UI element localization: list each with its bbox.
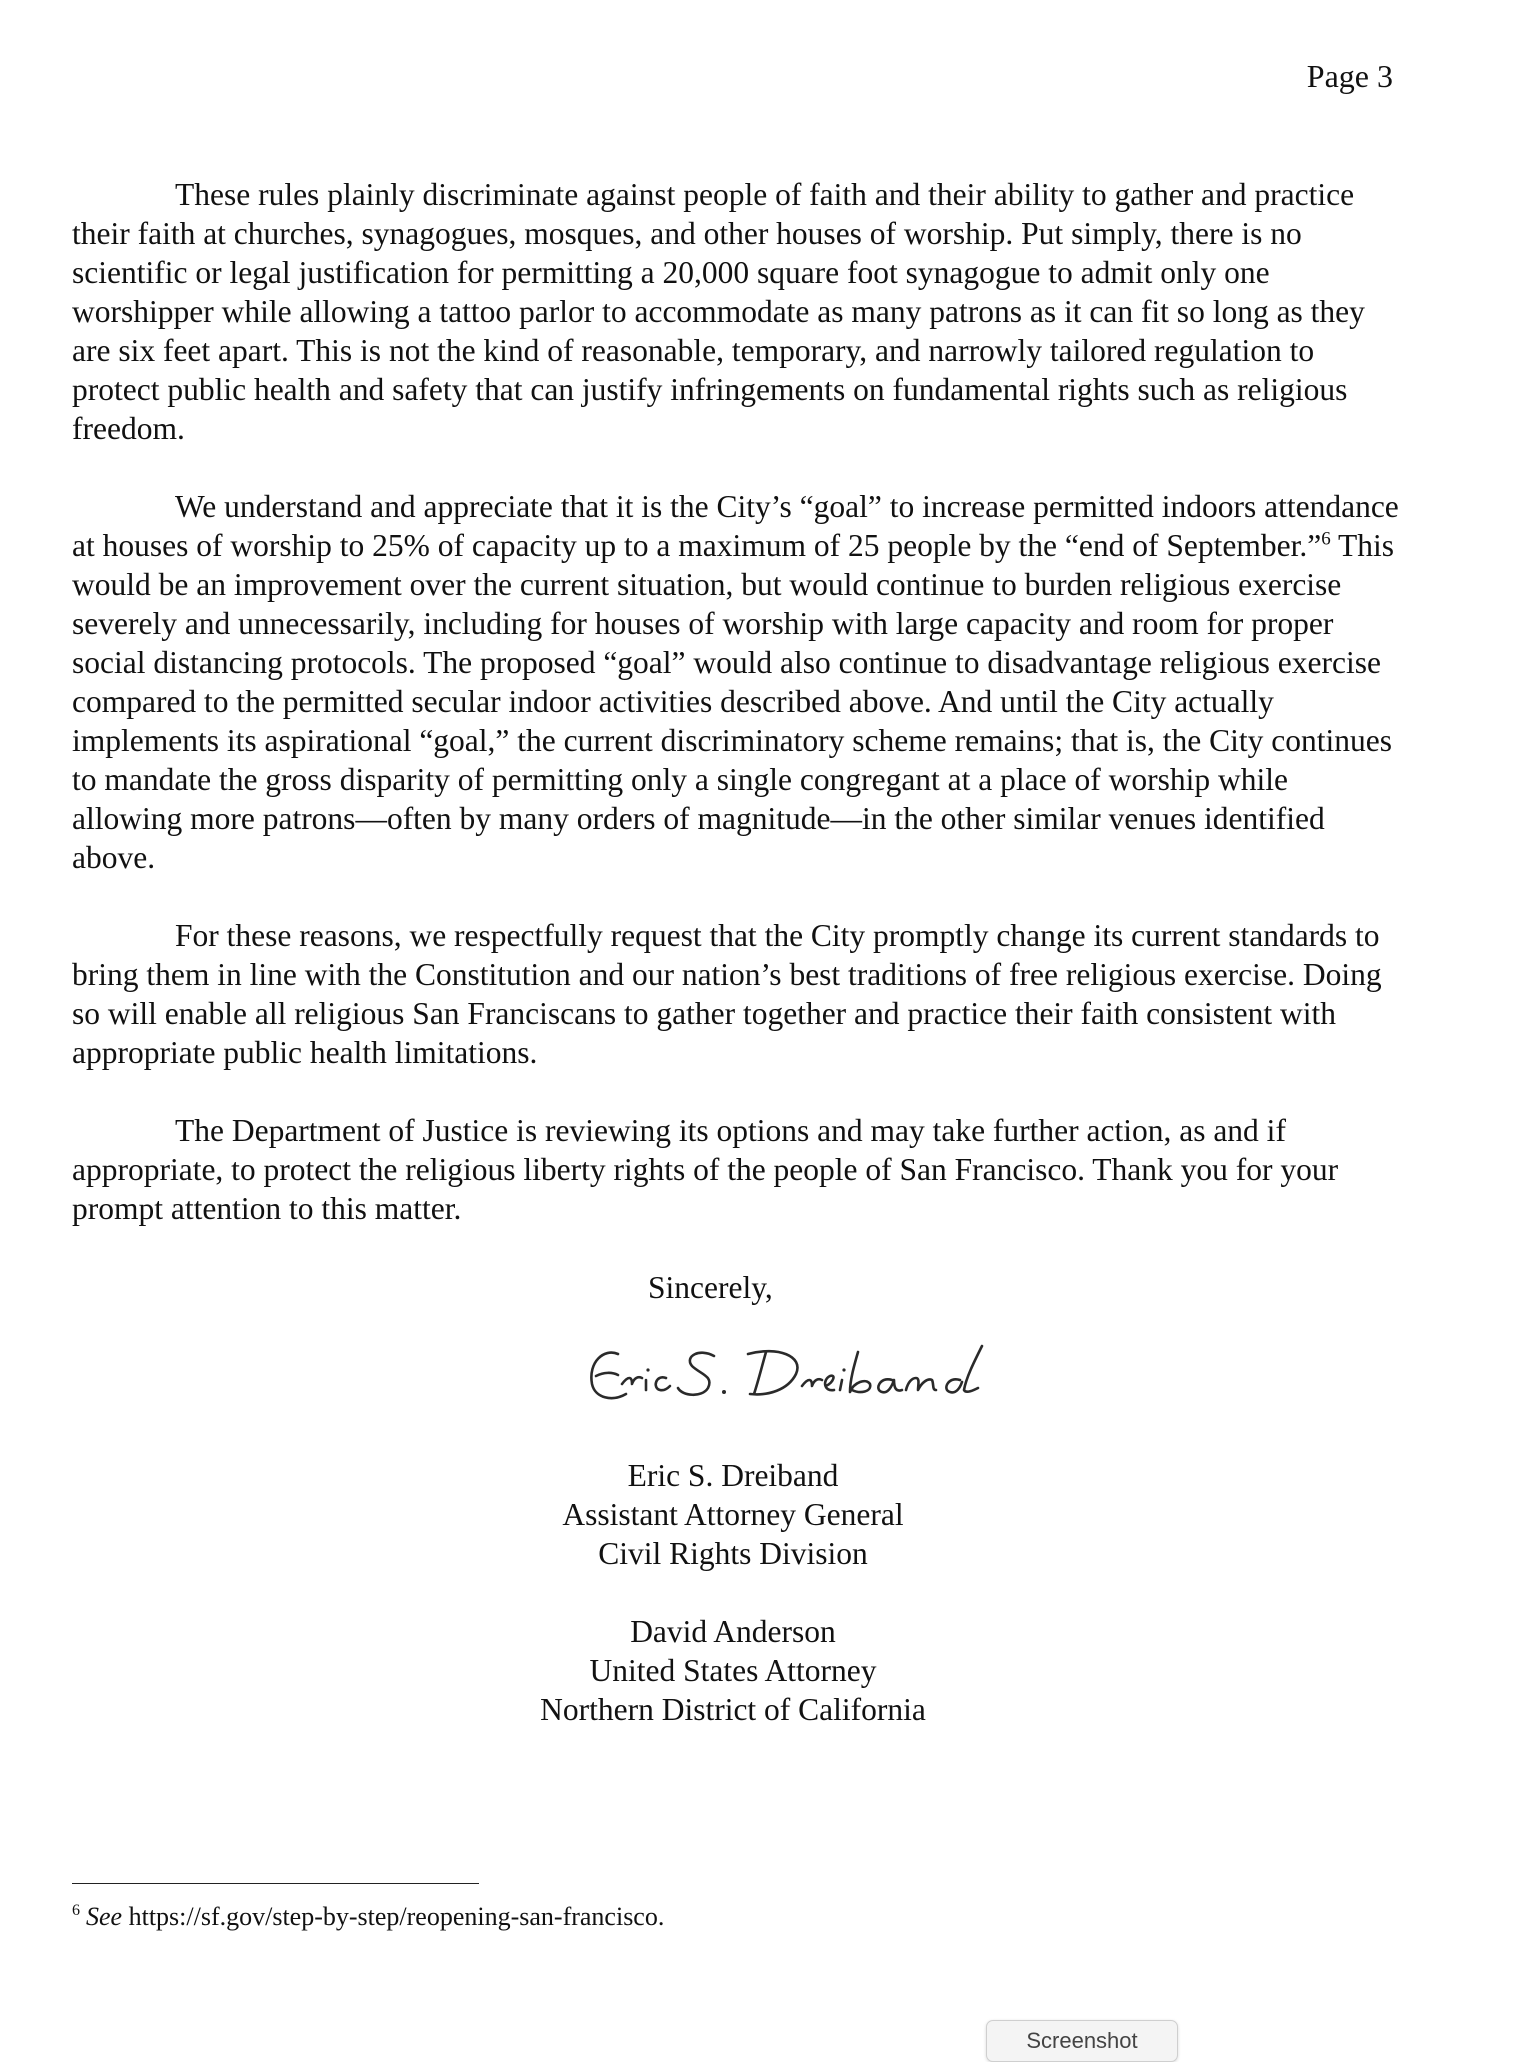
signer-title: Assistant Attorney General xyxy=(562,1497,904,1532)
footnote-url: https://sf.gov/step-by-step/reopening-san-francisco. xyxy=(122,1902,665,1931)
paragraph-3: For these reasons, we respectfully request that the City promptly change its current standards to bring them in line with the Constitution and our nation’s best traditions of free religious exercise. Doing so will enable all religious San Franciscans to gather together and practice their faith consistent with appropriate public health limitations. xyxy=(72,918,1382,1070)
footnote xyxy=(72,1900,664,1934)
handwritten-signature xyxy=(582,1332,1012,1422)
valediction: Sincerely, xyxy=(648,1270,773,1305)
page-number: Page 3 xyxy=(1306,58,1393,94)
paragraph-4: The Department of Justice is reviewing its options and may take further action, as and if appropriate, to protect the religious liberty rights of the people of San Francisco. Thank you for your prompt attention to this matter. xyxy=(72,1113,1339,1226)
footnote-number: 6 xyxy=(72,1902,80,1920)
signer-name: David Anderson xyxy=(630,1614,836,1649)
paragraph-2-text-middle: This would be an improvement over the current situation, but would continue to burden religious exercise severely and unnecessarily, including for houses of worship with large capacity and room for proper social distancing protocols. The proposed “goal” would also xyxy=(72,528,1394,680)
signer-block-2 xyxy=(400,1612,1066,1729)
signer-division: Northern District of California xyxy=(540,1692,926,1727)
paragraph-2 xyxy=(72,487,1402,877)
footnote-reference: 6 xyxy=(1321,528,1331,550)
footnote-see: See xyxy=(86,1902,123,1931)
footnote-divider xyxy=(72,1883,479,1884)
screenshot-overlay-button[interactable]: Screenshot xyxy=(986,2020,1178,2062)
letter-body xyxy=(72,175,1402,1267)
signer-block-1 xyxy=(400,1456,1066,1573)
paragraph-1: These rules plainly discriminate against people of faith and their ability to gather and practice their faith at churches, synagogues, mosques, and other houses of worship. Put simply, there is no scientific or legal justification for permitting a 20,000 square foot synagogue to admit only one worshipper while allowing a tattoo parlor to accommodate as many patrons as it can fit so long as they are six feet apart. This is not the kind of reasonable, temporary, and narrowly tailored regulation to protect public health and safety that can justify infringements on fundamental rights such as religious freedom. xyxy=(72,177,1365,446)
signer-name: Eric S. Dreiband xyxy=(627,1458,839,1493)
paragraph-2-text-end: continue to disadvantage religious exercise compared to the permitted secular indoor activities described above. And until the City actually implements its aspirational “goal,” the current discriminatory scheme remains; that is, the City continues to mandate the gross disparity of permitting only a single congregant at a place of worship while allowing more patrons—often by many orders of magnitude—in the other similar venues identified above. xyxy=(72,645,1393,875)
paragraph-2-text-start: We understand and appreciate that it is the City’s “goal” to increase permitted indoors attendance at houses of worship to 25% of capacity up to a maximum of 25 people by the “end of September.” xyxy=(72,489,1399,563)
signer-division: Civil Rights Division xyxy=(598,1536,868,1571)
signer-title: United States Attorney xyxy=(589,1653,877,1688)
